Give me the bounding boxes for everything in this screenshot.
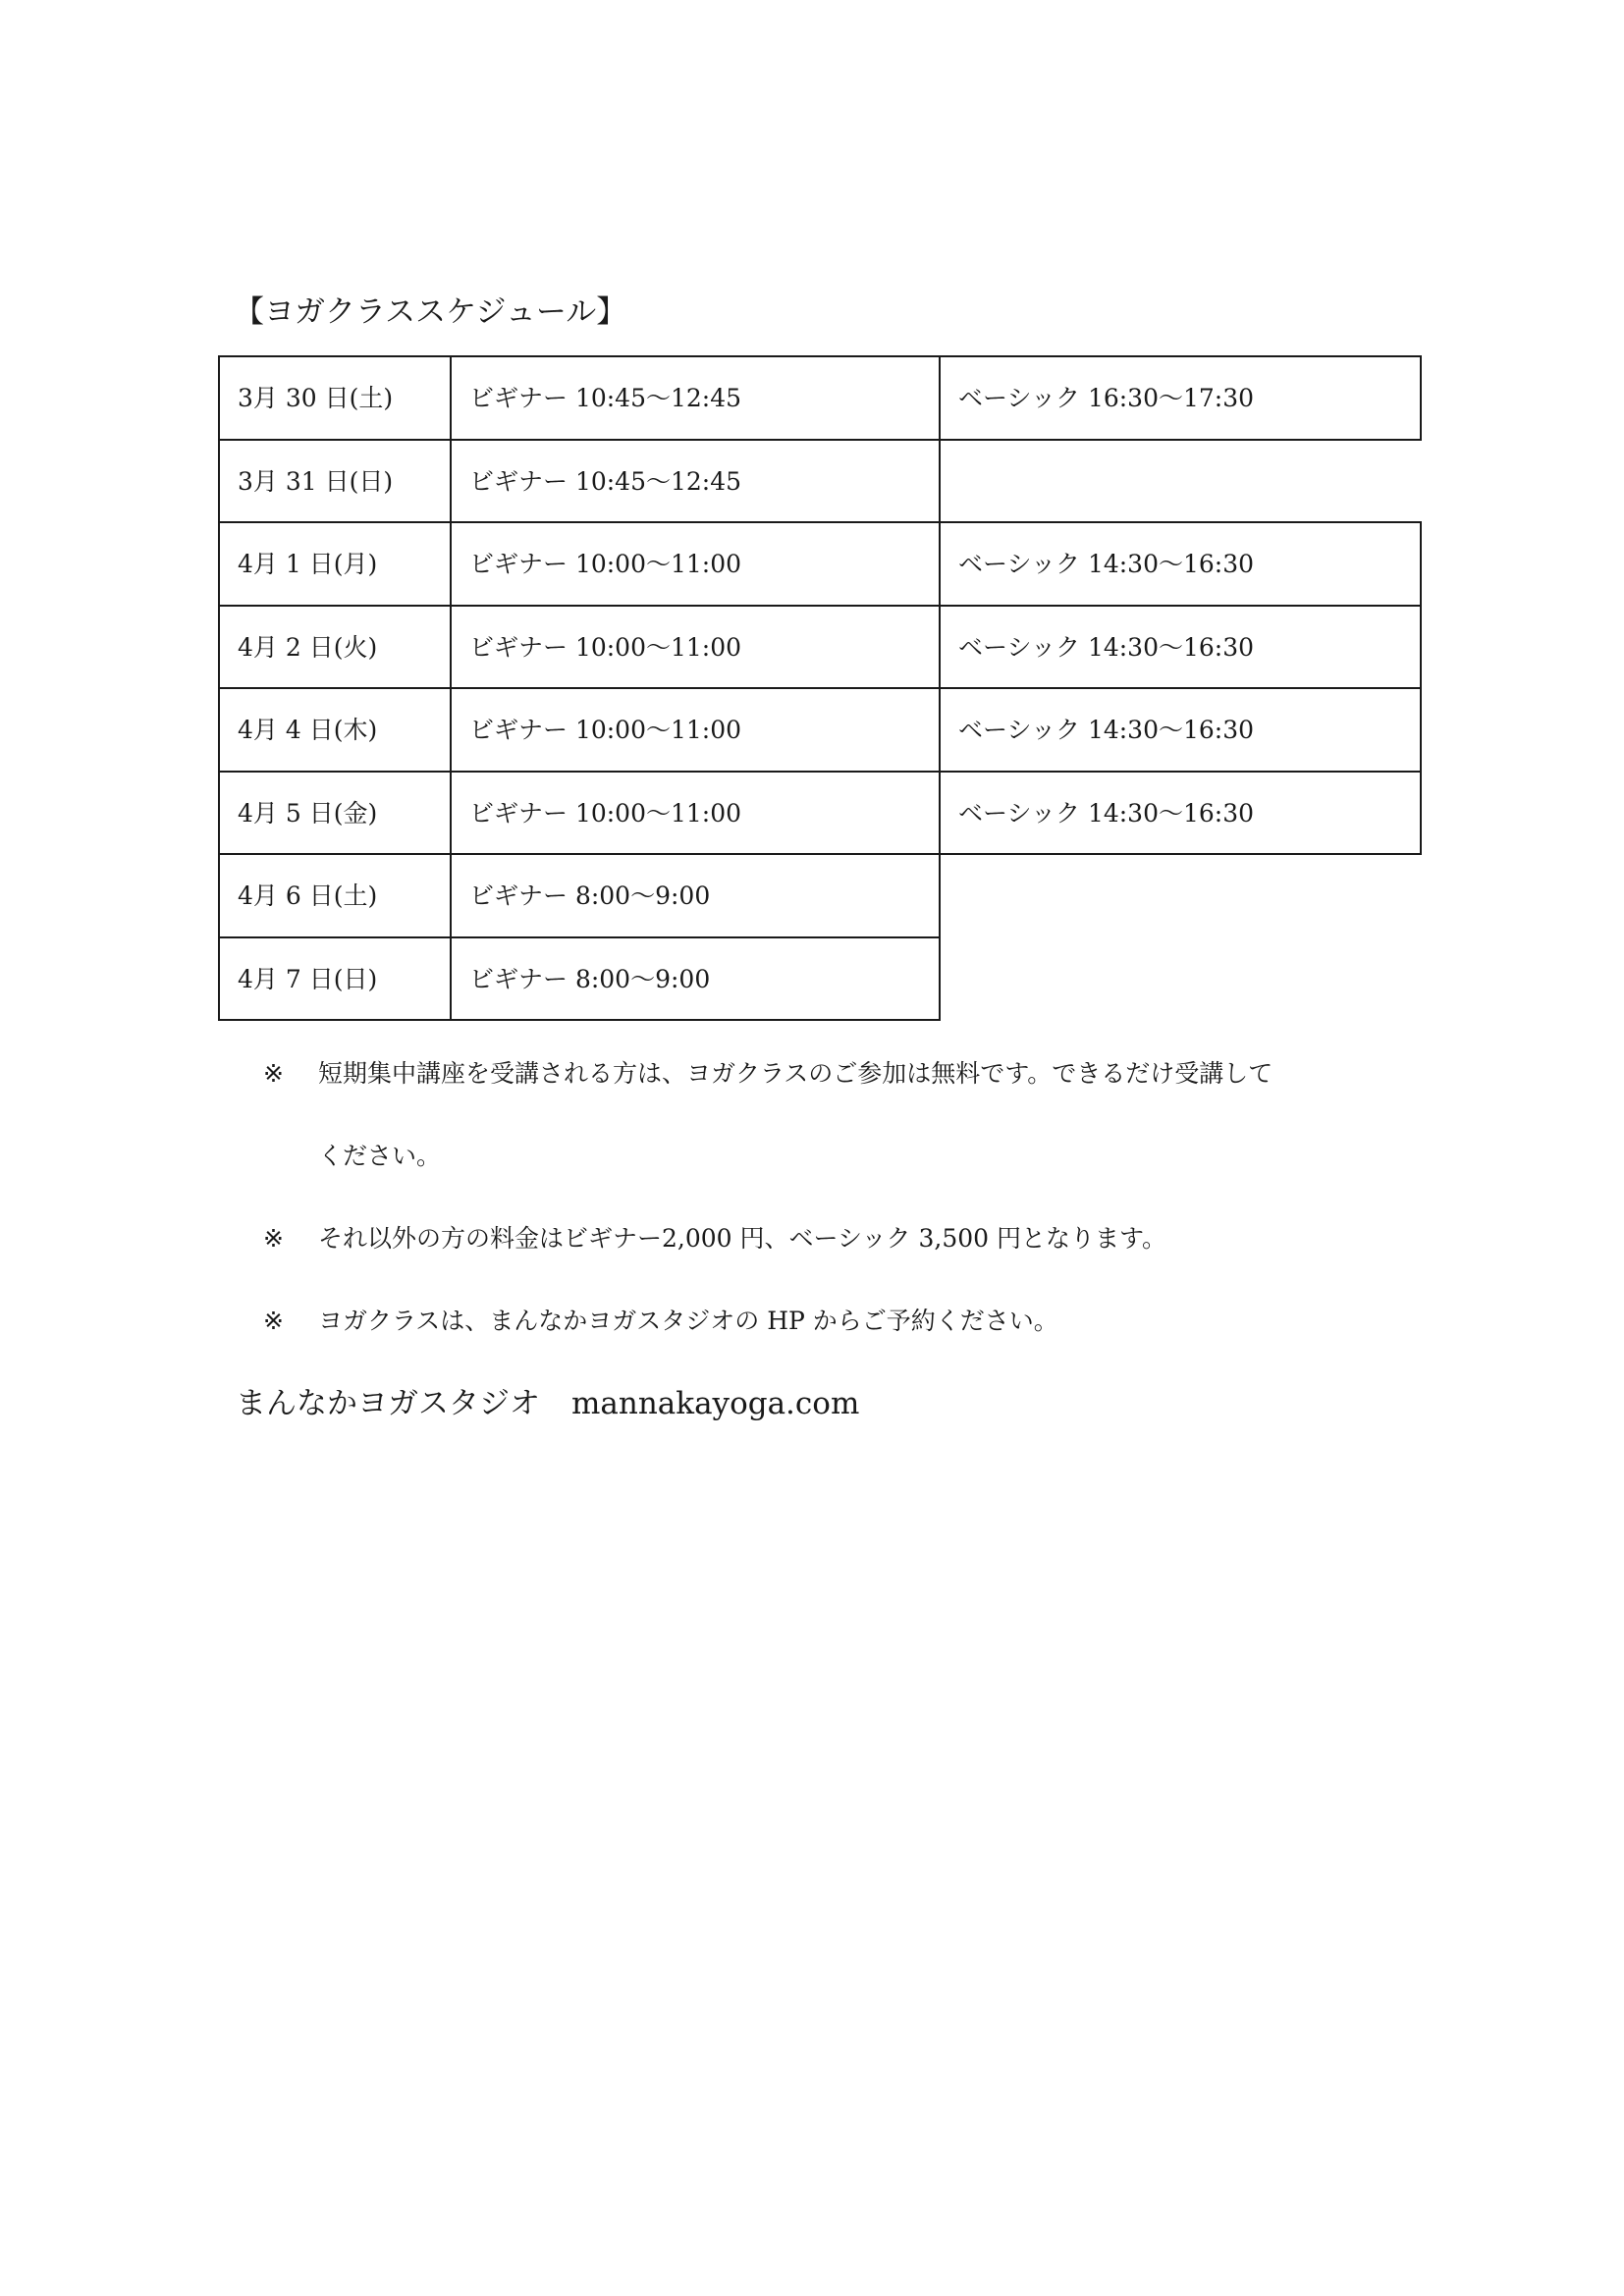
- schedule-cell-beginner: ビギナー 8:00〜9:00: [450, 936, 941, 1021]
- schedule-cell-date: 3月 31 日(日): [218, 439, 452, 523]
- schedule-table: [218, 355, 1416, 1027]
- schedule-cell-basic: ベーシック 16:30〜17:30: [939, 355, 1422, 441]
- schedule-cell-date: 4月 4 日(木): [218, 687, 452, 773]
- note-mark: ※: [263, 1224, 284, 1253]
- schedule-cell-basic: ベーシック 14:30〜16:30: [939, 687, 1422, 773]
- schedule-cell-basic: ベーシック 14:30〜16:30: [939, 771, 1422, 855]
- schedule-cell-beginner: ビギナー 10:45〜12:45: [450, 439, 941, 523]
- schedule-cell-basic: ベーシック 14:30〜16:30: [939, 521, 1422, 607]
- note-1-text: 短期集中講座を受講される方は、ヨガクラスのご参加は無料です。できるだけ受講して: [318, 1059, 1273, 1088]
- note-1: [263, 1054, 1272, 1094]
- schedule-cell-beginner: ビギナー 10:00〜11:00: [450, 771, 941, 855]
- note-1-continuation: ください。: [318, 1142, 442, 1170]
- studio-website: mannakayoga.com: [571, 1386, 860, 1421]
- schedule-cell-beginner: ビギナー 8:00〜9:00: [450, 853, 941, 938]
- schedule-title: 【ヨガクラススケジュール】: [234, 294, 627, 330]
- note-mark: ※: [263, 1307, 284, 1335]
- schedule-cell-date: 3月 30 日(土): [218, 355, 452, 441]
- schedule-cell-date: 4月 1 日(月): [218, 521, 452, 607]
- note-3: [263, 1302, 1058, 1341]
- schedule-cell-beginner: ビギナー 10:00〜11:00: [450, 521, 941, 607]
- schedule-cell-beginner: ビギナー 10:00〜11:00: [450, 687, 941, 773]
- schedule-cell-date: 4月 6 日(土): [218, 853, 452, 938]
- studio-name: まんなかヨガスタジオ: [236, 1386, 540, 1421]
- note-2: [263, 1219, 1166, 1258]
- schedule-cell-beginner: ビギナー 10:00〜11:00: [450, 605, 941, 689]
- schedule-cell-beginner: ビギナー 10:45〜12:45: [450, 355, 941, 441]
- note-2-text: それ以外の方の料金はビギナー2,000 円、ベーシック 3,500 円となります。: [318, 1224, 1166, 1253]
- schedule-cell-date: 4月 7 日(日): [218, 936, 452, 1021]
- footer: [236, 1382, 859, 1425]
- schedule-cell-date: 4月 5 日(金): [218, 771, 452, 855]
- note-3-text: ヨガクラスは、まんなかヨガスタジオの HP からご予約ください。: [318, 1307, 1058, 1335]
- schedule-cell-basic: ベーシック 14:30〜16:30: [939, 605, 1422, 689]
- note-mark: ※: [263, 1059, 284, 1088]
- schedule-cell-date: 4月 2 日(火): [218, 605, 452, 689]
